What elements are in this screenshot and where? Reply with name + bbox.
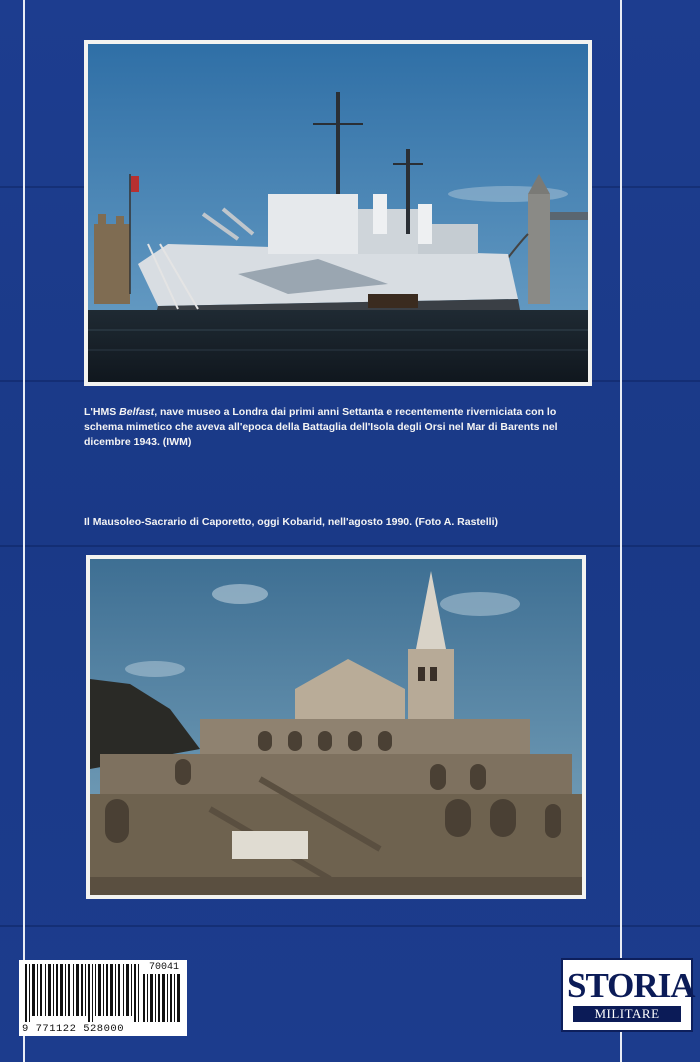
storia-militare-logo	[561, 958, 693, 1032]
ship-name: Belfast	[119, 406, 155, 418]
ship-caption	[84, 405, 596, 451]
right-border-line	[620, 0, 622, 1062]
ship-caption-prefix: L'HMS	[84, 406, 120, 418]
ship-caption-text: , nave museo a Londra dai primi anni Settanta e recentemente riverniciata con lo schema mimetico che aveva all'epoca della Battaglia dell'Isola degli Orsi nel Mar di Barents nel dicembre 1943. (IWM)	[84, 406, 558, 449]
issue-number: 70041	[148, 962, 179, 973]
hms-belfast-photo	[84, 40, 592, 386]
barcode	[19, 960, 187, 1036]
background-stripe	[0, 925, 700, 927]
mausoleum-photo	[86, 555, 586, 899]
left-border-line	[23, 0, 25, 1062]
ean-digits: 9 771122 528000	[22, 1023, 125, 1035]
mausoleum-caption: Il Mausoleo-Sacrario di Caporetto, oggi Kobarid, nell'agosto 1990. (Foto A. Rastelli)	[84, 516, 498, 528]
background-stripe	[0, 545, 700, 547]
logo-subtitle: MILITARE	[594, 1006, 660, 1021]
logo-title: STORIA	[567, 966, 695, 1005]
